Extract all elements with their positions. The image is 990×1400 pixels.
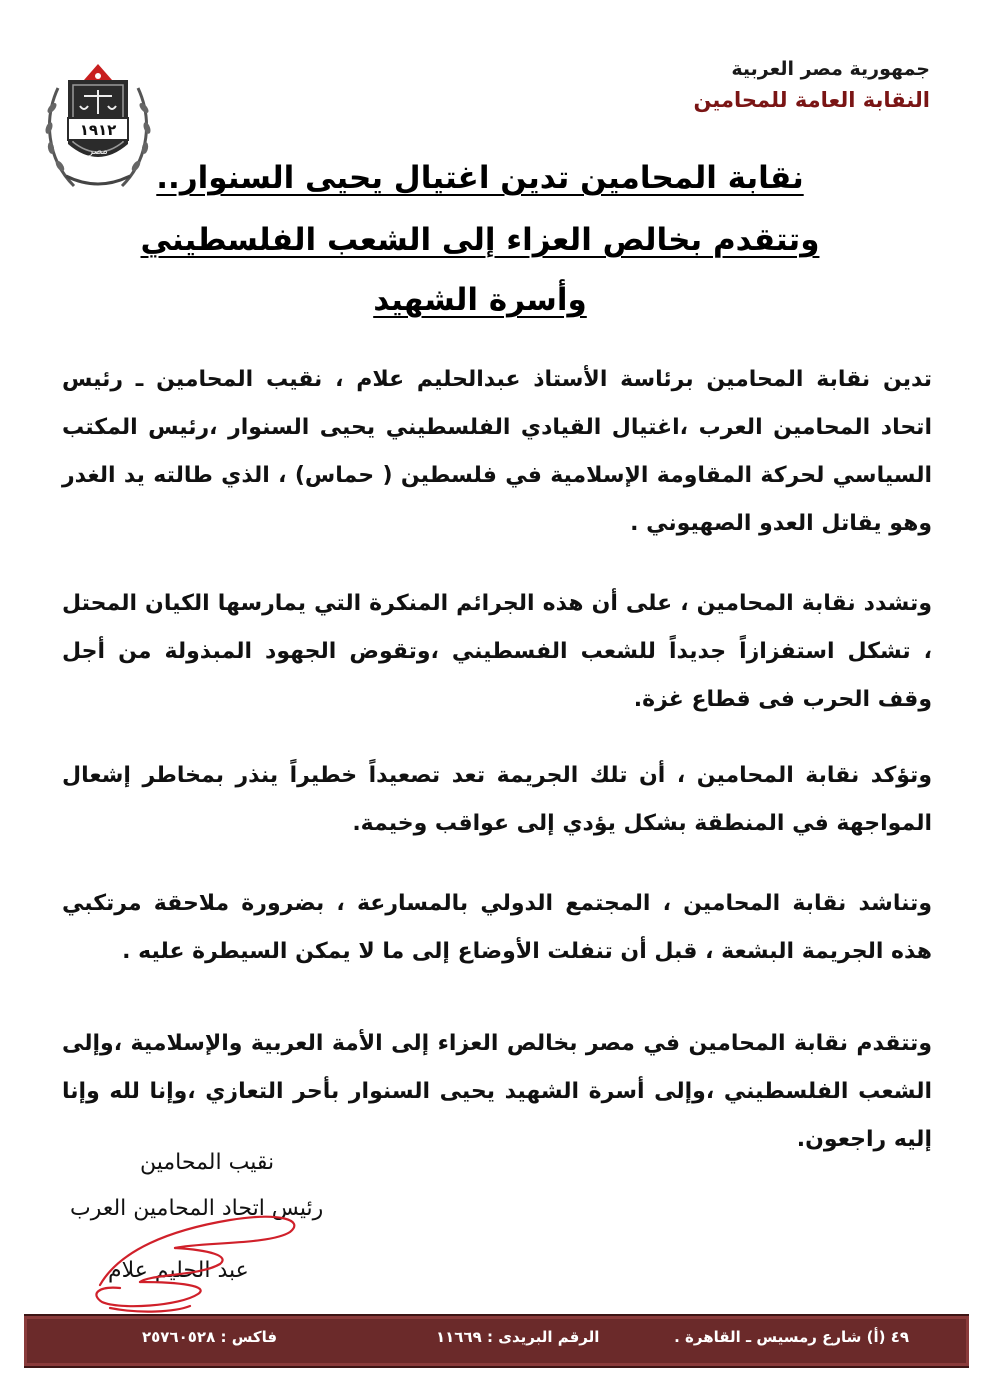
logo-place: مصر [88, 146, 108, 157]
paragraph-3: وتؤكد نقابة المحامين ، أن تلك الجريمة تعد تصعيداً خطيراً ينذر بمخاطر إشعال المواجهة في المنطقة بشكل يؤدي إلى عواقب وخيمة. [62, 763, 932, 836]
paragraph-5: وتتقدم نقابة المحامين في مصر بخالص العزاء إلى الأمة العربية والإسلامية ،وإلى الشعب الفلسطيني ،وإلى أسرة الشهيد يحيى السنوار بأحر التعازي ،وإنا لله وإنا إليه راجعون. [62, 1031, 932, 1152]
signature-name: عبد الحليم علام [108, 1258, 249, 1283]
title-line-2: وتتقدم بخالص العزاء إلى الشعب الفلسطيني [140, 222, 820, 258]
paragraph-1: تدين نقابة المحامين برئاسة الأستاذ عبدالحليم علام ، نقيب المحامين ـ رئيس اتحاد المحامين العرب ،اغتيال القيادي الفلسطيني يحيى السنوار ،رئيس المكتب السياسي لحركة المقاومة الإسلامية في فلسطين ( حماس) ، الذي طالته يد الغدر وهو يقاتل العدو الصهيوني . [62, 367, 932, 536]
header-syndicate: النقابة العامة للمحامين [693, 88, 930, 112]
signature-subtitle: رئيس اتحاد المحامين العرب [70, 1196, 324, 1221]
footer-address: ٤٩ (أ) شارع رمسيس ـ القاهرة . [674, 1328, 909, 1346]
paragraph-4: وتناشد نقابة المحامين ، المجتمع الدولي بالمسارعة ، بضرورة ملاحقة مرتكبي هذه الجريمة البشعة ، قبل أن تنفلت الأوضاع إلى ما لا يمكن السيطرة عليه . [62, 891, 932, 964]
header-country: جمهورية مصر العربية [731, 58, 930, 80]
signature-title: نقيب المحامين [140, 1150, 275, 1175]
footer-bar [24, 1314, 969, 1368]
footer-postal-code: الرقم البريدى : ١١٦٦٩ [436, 1328, 600, 1346]
paragraph-2: وتشدد نقابة المحامين ، على أن هذه الجرائم المنكرة التي يمارسها الكيان المحتل ، تشكل استفزازاً جديداً للشعب الفسطيني ،وتقوض الجهود المبذولة من أجل وقف الحرب فى قطاع غزة. [62, 591, 932, 712]
handwritten-signature [80, 1190, 320, 1320]
footer-fax: فاكس : ٢٥٧٦٠٥٢٨ [142, 1328, 278, 1346]
title-line-3: وأسرة الشهيد [373, 282, 587, 318]
logo-year: ١٩١٢ [79, 121, 117, 139]
title-line-1: نقابة المحامين تدين اغتيال يحيى السنوار.. [156, 160, 804, 196]
